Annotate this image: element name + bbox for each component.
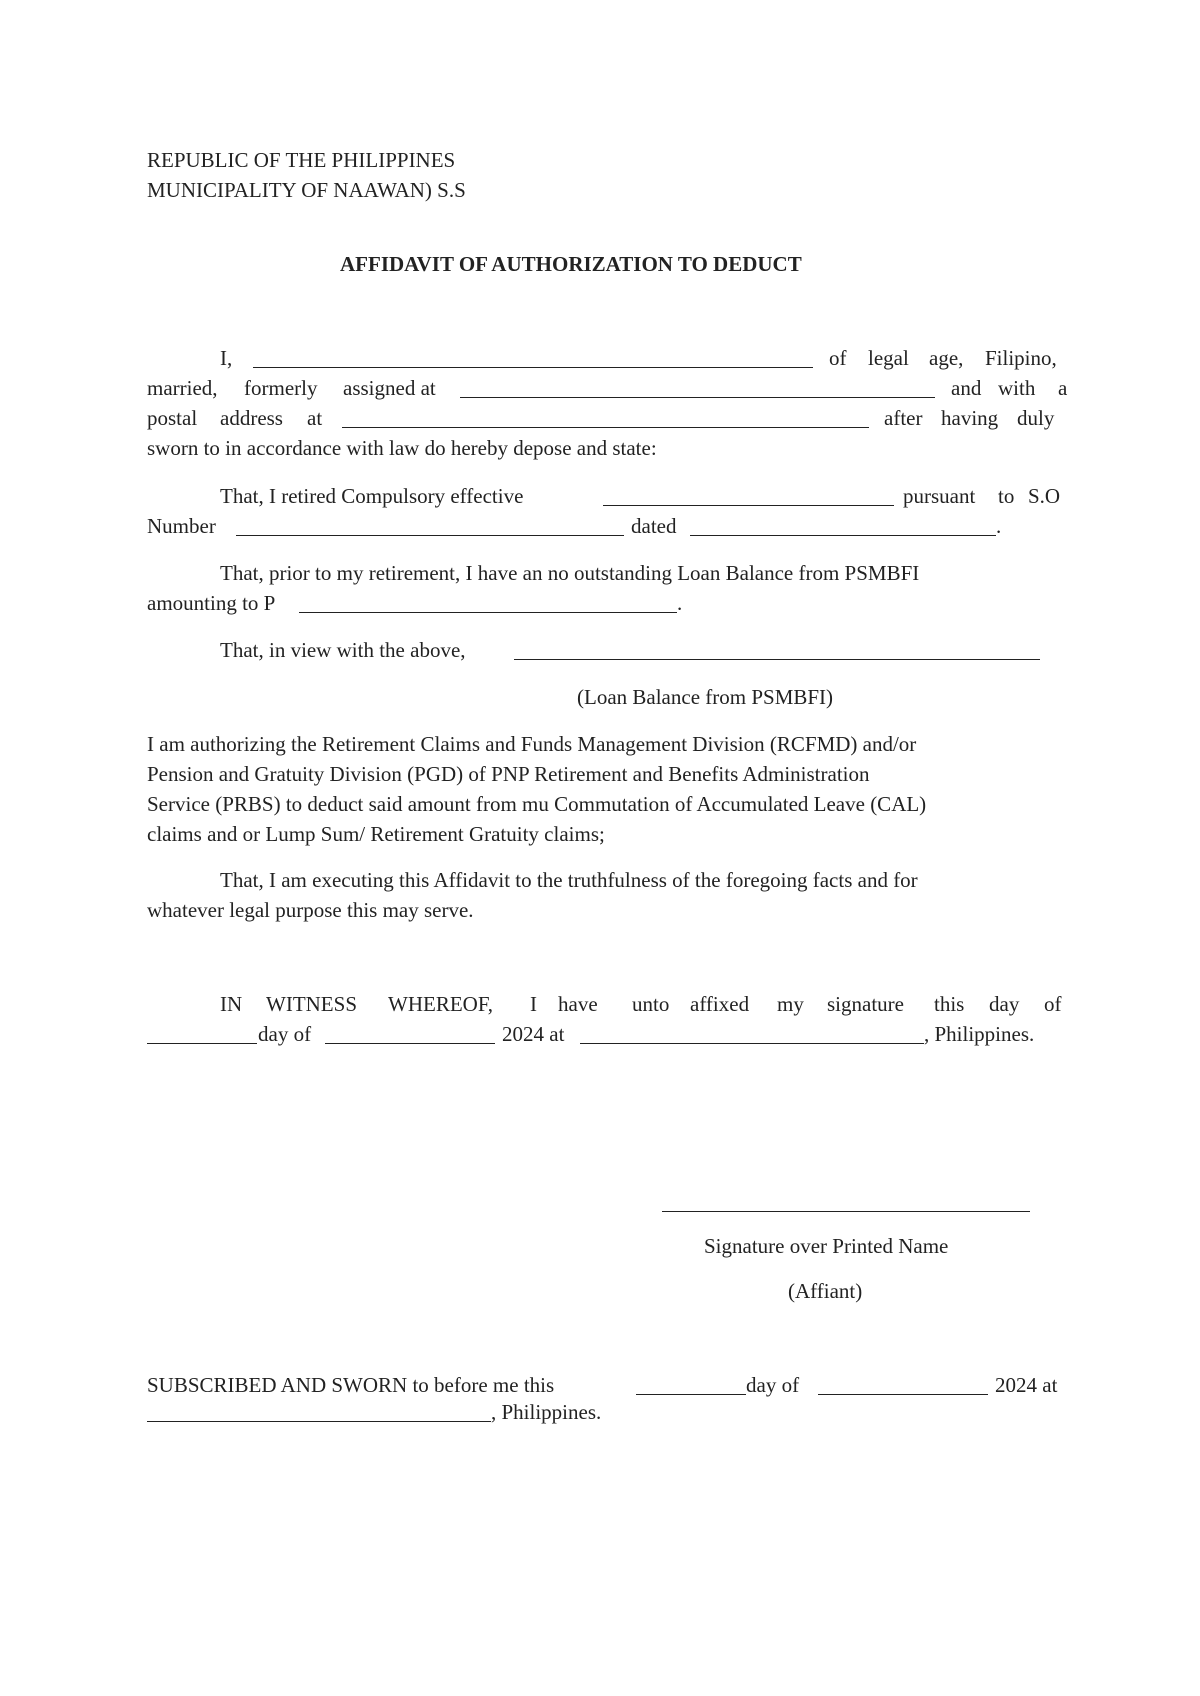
p2-word-so: S.O bbox=[1028, 484, 1061, 508]
p3-period: . bbox=[677, 591, 683, 615]
p1-word-legal: legal bbox=[868, 346, 909, 370]
retirement-effective-date-blank[interactable] bbox=[603, 505, 894, 506]
p2-word-dated: dated bbox=[631, 514, 677, 538]
witness-day-of: day of bbox=[258, 1022, 312, 1046]
p1-word-having: having bbox=[941, 406, 999, 430]
so-dated-blank[interactable] bbox=[690, 535, 996, 536]
witness-word-in: IN bbox=[220, 992, 243, 1016]
p5-line4: claims and or Lump Sum/ Retirement Gratuity claims; bbox=[147, 822, 605, 846]
p1-line4: sworn to in accordance with law do hereby depose and state: bbox=[147, 436, 657, 460]
p1-word-assigned-at: assigned at bbox=[343, 376, 436, 400]
signature-label: Signature over Printed Name bbox=[704, 1234, 949, 1258]
p2-word-to: to bbox=[998, 484, 1015, 508]
witness-year-at: 2024 at bbox=[502, 1022, 565, 1046]
p1-word-age: age, bbox=[929, 346, 964, 370]
p5-line2: Pension and Gratuity Division (PGD) of PNP Retirement and Benefits Administration bbox=[147, 762, 870, 786]
jurat-philippines: , Philippines. bbox=[491, 1400, 602, 1424]
p1-word-at: at bbox=[307, 406, 323, 430]
witness-day-blank[interactable] bbox=[147, 1043, 257, 1044]
p2-period: . bbox=[996, 514, 1002, 538]
jurat-subscribed: SUBSCRIBED AND SWORN to before me this bbox=[147, 1373, 555, 1397]
p1-word-postal: postal bbox=[147, 406, 198, 430]
signature-line[interactable] bbox=[662, 1211, 1030, 1212]
p3-line1: That, prior to my retirement, I have an no outstanding Loan Balance from PSMBFI bbox=[220, 561, 920, 585]
p1-word-with: with bbox=[998, 376, 1036, 400]
header-municipality: MUNICIPALITY OF NAAWAN) S.S bbox=[147, 178, 466, 202]
p1-word-a: a bbox=[1058, 376, 1068, 400]
witness-place-blank[interactable] bbox=[580, 1043, 924, 1044]
witness-word-my: my bbox=[777, 992, 804, 1016]
p1-word-after: after bbox=[884, 406, 923, 430]
p1-word-married: married, bbox=[147, 376, 218, 400]
jurat-month-blank[interactable] bbox=[818, 1394, 988, 1395]
jurat-year-at: 2024 at bbox=[995, 1373, 1058, 1397]
p1-word-filipino: Filipino, bbox=[985, 346, 1057, 370]
affiant-label: (Affiant) bbox=[788, 1279, 863, 1303]
formerly-assigned-blank[interactable] bbox=[460, 397, 935, 398]
witness-word-whereof: WHEREOF, bbox=[388, 992, 494, 1016]
p5-line1: I am authorizing the Retirement Claims and Funds Management Division (RCFMD) and/or bbox=[147, 732, 917, 756]
p3-amounting-to: amounting to P bbox=[147, 591, 276, 615]
witness-word-witness: WITNESS bbox=[266, 992, 357, 1016]
p2-that-i-retired: That, I retired Compulsory effective bbox=[220, 484, 524, 508]
p1-word-formerly: formerly bbox=[244, 376, 318, 400]
affiant-name-blank[interactable] bbox=[253, 367, 813, 368]
p1-word-i: I, bbox=[220, 346, 233, 370]
witness-word-signature: signature bbox=[827, 992, 904, 1016]
loan-balance-blank[interactable] bbox=[514, 659, 1040, 660]
p2-word-pursuant: pursuant bbox=[903, 484, 976, 508]
p1-word-of: of bbox=[829, 346, 847, 370]
p4-line1: That, in view with the above, bbox=[220, 638, 466, 662]
witness-month-blank[interactable] bbox=[325, 1043, 495, 1044]
jurat-day-of: day of bbox=[746, 1373, 800, 1397]
p1-word-duly: duly bbox=[1017, 406, 1055, 430]
witness-philippines: , Philippines. bbox=[924, 1022, 1035, 1046]
witness-word-affixed: affixed bbox=[690, 992, 750, 1016]
p5-line3: Service (PRBS) to deduct said amount from mu Commutation of Accumulated Leave (CAL) bbox=[147, 792, 927, 816]
jurat-day-blank[interactable] bbox=[636, 1394, 746, 1395]
witness-word-this: this bbox=[934, 992, 965, 1016]
witness-word-i: I bbox=[530, 992, 537, 1016]
p1-word-address: address bbox=[220, 406, 283, 430]
witness-word-unto: unto bbox=[632, 992, 670, 1016]
p6-line2: whatever legal purpose this may serve. bbox=[147, 898, 474, 922]
header-republic: REPUBLIC OF THE PHILIPPINES bbox=[147, 148, 456, 172]
witness-word-have: have bbox=[558, 992, 598, 1016]
witness-word-day: day bbox=[989, 992, 1020, 1016]
postal-address-blank[interactable] bbox=[342, 427, 869, 428]
p4-caption: (Loan Balance from PSMBFI) bbox=[577, 685, 834, 709]
loan-amount-blank[interactable] bbox=[299, 612, 677, 613]
p2-word-number: Number bbox=[147, 514, 216, 538]
jurat-place-blank[interactable] bbox=[147, 1421, 491, 1422]
p6-line1: That, I am executing this Affidavit to the truthfulness of the foregoing facts and for bbox=[220, 868, 918, 892]
so-number-blank[interactable] bbox=[236, 535, 624, 536]
witness-word-of: of bbox=[1044, 992, 1062, 1016]
document-title: AFFIDAVIT OF AUTHORIZATION TO DEDUCT bbox=[340, 252, 802, 276]
p1-word-and: and bbox=[951, 376, 982, 400]
